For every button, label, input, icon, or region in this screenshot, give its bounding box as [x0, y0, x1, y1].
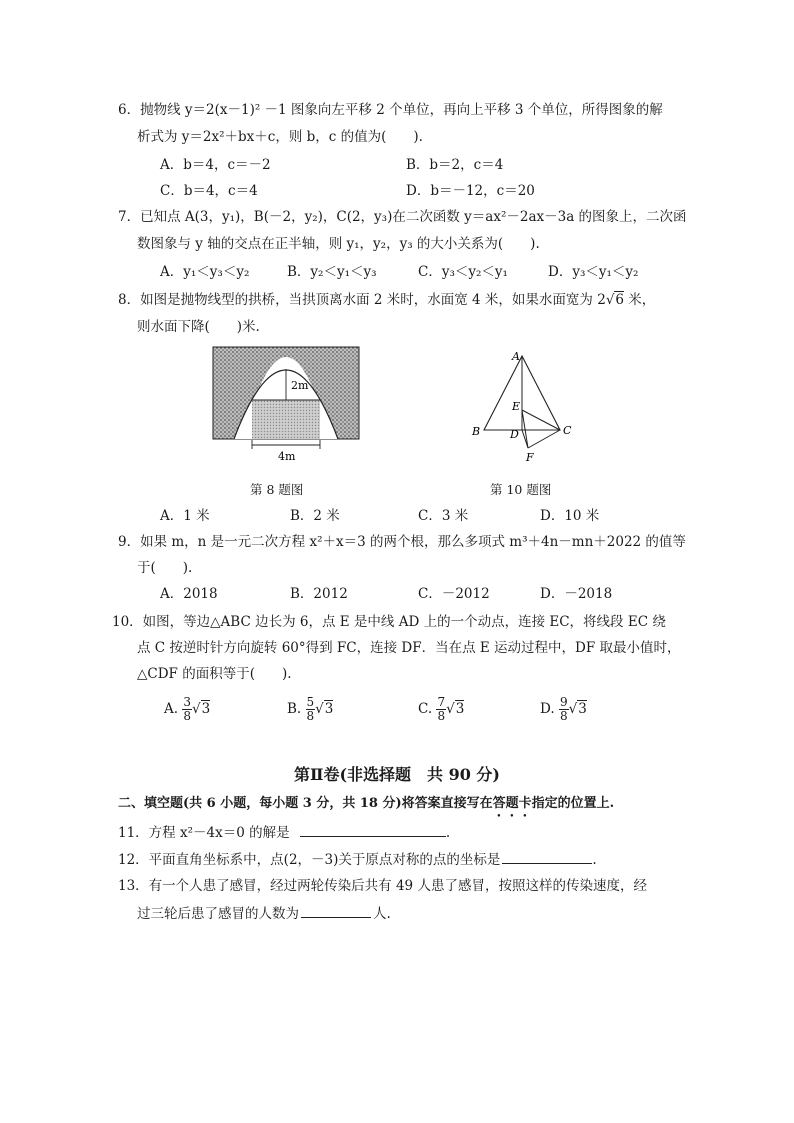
q10-option-d-fraction: $\frac{9}{8}$: [559, 695, 568, 723]
figure-8-caption: 第 8 题图: [250, 482, 304, 497]
q8-option-b: B．2 米: [290, 508, 340, 524]
q7-option-d: D．y₃＜y₁＜y₂: [548, 264, 639, 280]
section-header: [118, 794, 614, 820]
q9-option-d: D．－2018: [540, 586, 613, 602]
q10-option-c-fraction: $\frac{7}{8}$: [437, 695, 446, 723]
q6-line1: 6．抛物线 y＝2(x－1)² －1 图象向左平移 2 个单位，再向上平移 3 个单位，所得图象的解: [118, 102, 663, 118]
label-b: B: [472, 425, 481, 438]
section-header-emphasis: 答题卡: [492, 796, 532, 811]
q11-text: 11．方程 x²－4x＝0 的解是: [118, 825, 290, 841]
q13-line2: [137, 903, 391, 924]
label-f: F: [526, 451, 534, 464]
section-title: 第Ⅱ卷(非选择题 共 90 分): [293, 765, 501, 784]
q7-line1: 7．已知点 A(3，y₁)，B(－2，y₂)，C(2，y₃)在二次函数 y＝ax²－2ax－3a 的图象上，二次函: [118, 209, 687, 225]
q11-end: .: [445, 825, 451, 841]
q10-option-b-radicand: 3: [324, 701, 334, 717]
section-header-end: 指定的位置上.: [531, 796, 615, 811]
q8-radicand: 6: [615, 292, 625, 308]
q9-line1: 9．如果 m，n 是一元二次方程 x²＋x＝3 的两个根，那么多项式 m³＋4n－mn＋2022 的值等: [118, 534, 686, 550]
q6-line2: 析式为 y＝2x²＋bx＋c，则 b，c 的值为( ).: [137, 129, 423, 145]
q10-option-a: A. $\frac{3}{8}$ √3: [164, 695, 211, 723]
q10-option-a-fraction: $\frac{3}{8}$: [183, 695, 191, 723]
segment-fc: [528, 430, 560, 448]
q10-option-d-radicand: 3: [578, 701, 587, 717]
q9-option-c: C．－2012: [418, 586, 490, 602]
q10-option-d-label: D.: [540, 701, 555, 717]
q12: [118, 849, 597, 870]
q7-option-c: C．y₃＜y₂＜y₁: [418, 264, 508, 280]
label-e: E: [512, 400, 521, 413]
q8-line1-end: 米，: [624, 292, 656, 308]
q9-option-a: A．2018: [160, 586, 218, 602]
q6-option-c: C．b＝4，c＝4: [160, 183, 258, 199]
figure-8-arch-bridge: [212, 343, 362, 465]
q9-option-b: B．2012: [290, 586, 348, 602]
q10-option-d: D. $\frac{9}{8}$ √3: [540, 695, 587, 723]
q12-text: 12．平面直角坐标系中，点(2，－3)关于原点对称的点的坐标是: [118, 852, 501, 868]
q8-option-a: A．1 米: [160, 508, 210, 524]
q10-option-c-label: C.: [418, 701, 433, 717]
q7-option-b: B．y₂＜y₁＜y₃: [287, 264, 377, 280]
q13-end: 人.: [373, 906, 391, 922]
q10-option-a-radicand: 3: [201, 701, 211, 717]
q13-text: 过三轮后患了感冒的人数为: [137, 906, 299, 922]
q13-line1: 13．有一个人患了感冒，经过两轮传染后共有 49 人患了感冒，按照这样的传染速度，经: [118, 878, 647, 894]
segment-ef: [522, 410, 528, 448]
q8-option-d: D．10 米: [540, 508, 600, 524]
figure-10-caption: 第 10 题图: [490, 482, 552, 497]
q10-option-c-radicand: 3: [455, 701, 465, 717]
q10-option-c: C. $\frac{7}{8}$ √3: [418, 695, 465, 723]
section-header-text: 二、填空题(共 6 小题，每小题 3 分，共 18 分)将答案直接写在: [118, 796, 493, 811]
q8-sqrt: √6: [605, 292, 625, 308]
q10-option-a-label: A.: [164, 701, 179, 717]
q8-option-c: C．3 米: [418, 508, 469, 524]
figure-10-triangle: [470, 348, 582, 466]
q7-line2: 数图象与 y 轴的交点在正半轴，则 y₁，y₂，y₃ 的大小关系为( ).: [137, 236, 540, 252]
q12-answer-blank[interactable]: [502, 849, 592, 864]
label-c: C: [563, 424, 572, 437]
label-d: D: [510, 428, 519, 441]
q8-line1-text: 8．如图是抛物线型的拱桥，当拱顶离水面 2 米时，水面宽 4 米，如果水面宽为 2: [118, 292, 606, 308]
q10-line3: △CDF 的面积等于( ).: [137, 666, 292, 682]
q10-line2: 点 C 按逆时针方向旋转 60°得到 FC，连接 DF．当在点 E 运动过程中，DF 取最小值时，: [137, 640, 681, 656]
q6-option-a: A．b＝4，c＝－2: [160, 157, 271, 173]
width-label: 4m: [278, 450, 296, 463]
q8-line2: 则水面下降( )米.: [137, 319, 260, 335]
q12-end: .: [592, 852, 597, 868]
q6-option-d: D．b＝－12，c＝20: [406, 183, 535, 199]
q8-line1: [118, 290, 655, 310]
q10-option-b-fraction: $\frac{5}{8}$: [306, 695, 315, 723]
q10-option-b-label: B.: [287, 701, 302, 717]
q6-option-b: B．b＝2，c＝4: [406, 157, 504, 173]
height-label: 2m: [291, 379, 309, 392]
label-a: A: [512, 350, 520, 363]
q9-line2: 于( ).: [137, 560, 193, 576]
q10-line1: 10．如图，等边△ABC 边长为 6，点 E 是中线 AD 上的一个动点，连接 EC，将线段 EC 绕: [112, 614, 666, 630]
q11: [118, 822, 450, 843]
q7-option-a: A．y₁＜y₃＜y₂: [160, 264, 250, 280]
q13-answer-blank[interactable]: [301, 903, 371, 918]
q11-answer-blank[interactable]: [300, 822, 446, 837]
q10-option-b: B. $\frac{5}{8}$ √3: [287, 695, 334, 723]
